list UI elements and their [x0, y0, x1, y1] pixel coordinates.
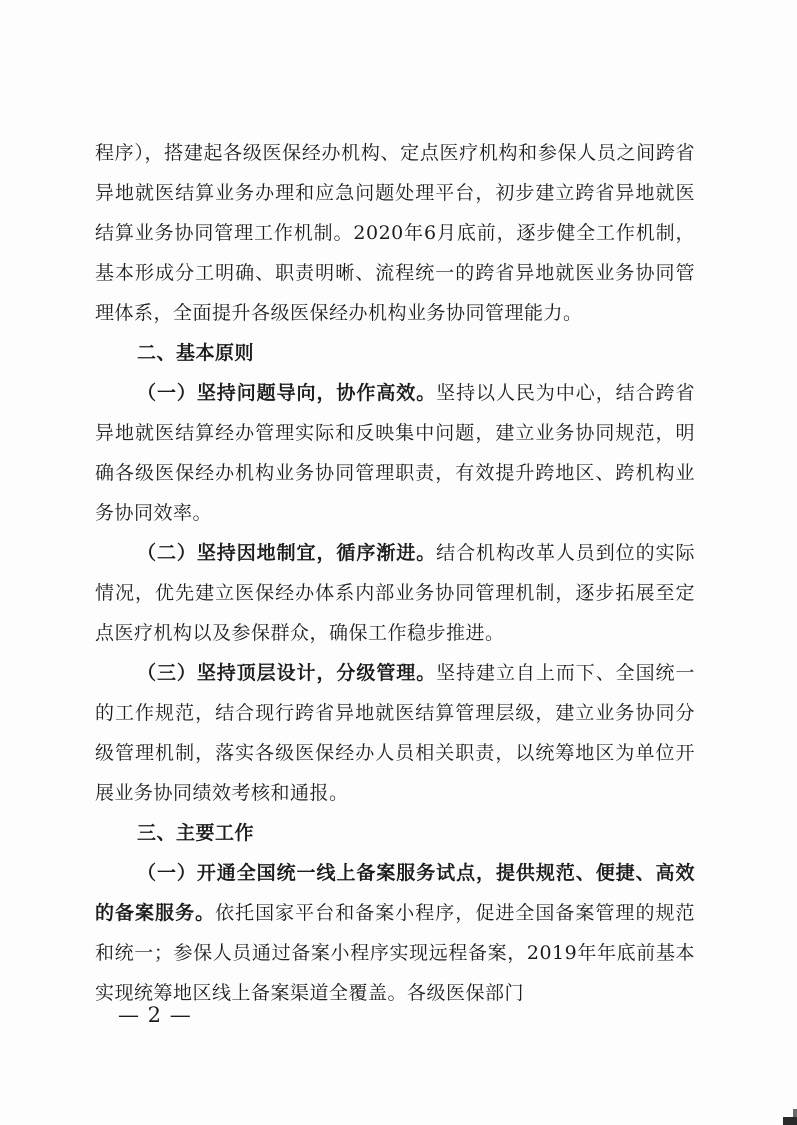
paragraph-continuation	[95, 133, 695, 333]
principle-text: 坚持以人民为中心，结合跨省异地就医结算经办管理实际和反映集中问题，建立业务协同规范，明确各级医保经办机构业务协同管理职责，有效提升跨地区、跨机构业务协同效率。	[95, 382, 695, 524]
principle-paragraph-1	[95, 373, 695, 533]
principle-lead: （一）坚持问题导向，协作高效。	[137, 382, 437, 404]
work-text: 依托国家平台和备案小程序，促进全国备案管理的规范和统一；参保人员通过备案小程序实现远程备案，2019年年底前基本实现统筹地区线上备案渠道全覆盖。各级医保部门	[95, 902, 695, 1004]
principle-lead: （三）坚持顶层设计，分级管理。	[137, 662, 437, 684]
principle-text: 结合机构改革人员到位的实际情况，优先建立医保经办体系内部业务协同管理机制，逐步拓展至定点医疗机构以及参保群众，确保工作稳步推进。	[95, 542, 695, 644]
principle-lead: （二）坚持因地制宜，循序渐进。	[137, 542, 437, 564]
principle-paragraph-3	[95, 653, 695, 813]
paragraph-text: 程序），搭建起各级医保经办机构、定点医疗机构和参保人员之间跨省异地就医结算业务办理和应急问题处理平台，初步建立跨省异地就医结算业务协同管理工作机制。2020年6月底前，逐步健全工作机制，基本形成分工明确、职责明晰、流程统一的跨省异地就医业务协同管理体系，全面提升各级医保经办机构业务协同管理能力。	[95, 142, 695, 324]
document-body	[95, 133, 695, 1013]
work-paragraph-1	[95, 853, 695, 1013]
page-number: — 2 —	[118, 1003, 192, 1027]
heading-text: 二、基本原则	[137, 342, 255, 364]
section-heading-main-work	[95, 813, 695, 853]
principle-text: 坚持建立自上而下、全国统一的工作规范，结合现行跨省异地就医结算管理层级，建立业务协同分级管理机制，落实各级医保经办人员相关职责，以统筹地区为单位开展业务协同绩效考核和通报。	[95, 662, 695, 804]
scan-corner-mark	[783, 1117, 797, 1125]
principle-paragraph-2	[95, 533, 695, 653]
scan-edge-mark	[793, 1109, 797, 1117]
heading-text: 三、主要工作	[137, 822, 255, 844]
section-heading-basic-principles	[95, 333, 695, 373]
work-lead: （一）开通全国统一线上备案服务试点，提供规范、便捷、高效的备案服务。	[95, 862, 695, 924]
